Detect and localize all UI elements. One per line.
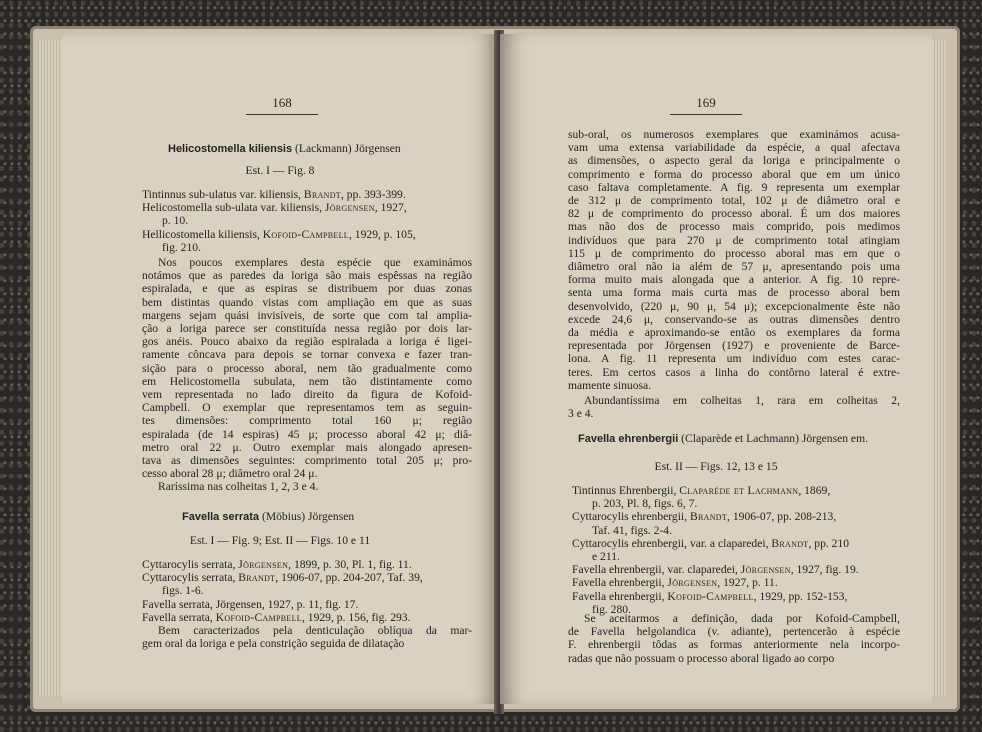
reference-text: , pp. 393-399. bbox=[341, 188, 406, 201]
text-line: sição para o processo aboral, nem tão gradualmente como bbox=[142, 361, 472, 375]
text-line: radas que não possuam o processo aboral ligado ao corpo bbox=[568, 651, 835, 665]
reference-text: , 1929, p. 105, bbox=[349, 227, 416, 241]
reference-text: Cyttarocylis ehrenbergii, bbox=[572, 510, 690, 524]
reference-author: Kofoid-Campbell bbox=[667, 589, 754, 603]
reference-entry bbox=[572, 537, 912, 550]
reference-author: Brandt bbox=[238, 571, 276, 585]
text-line: mamente sinuosa. bbox=[568, 378, 652, 392]
reference-list bbox=[142, 558, 472, 624]
reference-text: Cyttarocylis ehrenbergii, var. a claparedei, bbox=[572, 536, 772, 550]
reference-author: Brandt bbox=[771, 536, 809, 550]
reference-text: Favella ehrenbergii, bbox=[572, 576, 668, 590]
reference-author: Jörgensen bbox=[324, 201, 375, 215]
reference-author: Brandt bbox=[303, 188, 341, 201]
text-line: lona. A fig. 11 representa um indivíduo com estes carac- bbox=[568, 352, 900, 366]
reference-text: p. 10. bbox=[162, 214, 189, 228]
reference-entry bbox=[142, 558, 472, 571]
reference-text: , 1927, p. 11. bbox=[717, 576, 778, 590]
text-line: metro oral 22 μ. Outro exemplar mais alongado apresen- bbox=[142, 440, 472, 454]
reference-author: Claparède et Lachmann bbox=[679, 484, 799, 497]
text-line: gem oral da loriga e pela constrição seguida de dilatação bbox=[142, 637, 405, 651]
reference-entry bbox=[142, 228, 472, 241]
text-line: 3 e 4. bbox=[568, 407, 594, 421]
occurrence-note: Raríssima nas colheitas 1, 2, 3 e 4. bbox=[158, 480, 319, 493]
reference-text: Hellicostomella kiliensis, bbox=[142, 227, 263, 241]
species-name: Helicostomella kiliensis bbox=[168, 143, 293, 155]
reference-entry bbox=[572, 510, 912, 523]
text-line: Se aceitarmos a definição, dada por Kofoid-Campbell, bbox=[584, 612, 900, 625]
occurrence-note bbox=[568, 394, 900, 420]
body-paragraph bbox=[142, 624, 472, 650]
plate-reference: Est. II — Figs. 12, 13 e 15 bbox=[654, 460, 778, 473]
reference-author: Jörgensen bbox=[740, 563, 791, 577]
text-line: senta uma forma mais curta mas de processo aboral bem bbox=[568, 286, 900, 300]
text-line: de Favella helgolandica (v. adiante), pertencerão à espécie bbox=[568, 625, 900, 639]
reference-text: Tintinnus sub-ulatus var. kiliensis, bbox=[142, 188, 304, 201]
reference-list bbox=[142, 188, 472, 254]
page-number-rule bbox=[246, 114, 318, 115]
reference-entry bbox=[572, 550, 912, 563]
species-title bbox=[168, 142, 488, 156]
text-line: em Helicostomella subulata, nem tão distintamente como bbox=[142, 374, 472, 388]
text-line: as dimensões, o aspecto geral da loriga e principalmente o bbox=[568, 154, 900, 168]
reference-entry bbox=[572, 524, 912, 537]
reference-entry bbox=[572, 497, 912, 510]
species-name: Favella ehrenbergii bbox=[578, 433, 679, 445]
reference-text: e 211. bbox=[592, 550, 620, 564]
reference-entry bbox=[142, 214, 472, 227]
reference-text: fig. 210. bbox=[162, 240, 201, 254]
reference-entry bbox=[142, 598, 472, 611]
body-paragraph bbox=[142, 256, 472, 480]
body-paragraph bbox=[568, 612, 900, 665]
text-line: Bem caracterizados pela denticulação oblíqua da mar- bbox=[158, 624, 472, 637]
text-line: F. ehrenbergii tôdas as formas anteriormente nela incorpo- bbox=[568, 638, 900, 652]
reference-text: , 1906-07, pp. 208-213, bbox=[727, 510, 837, 524]
reference-entry bbox=[142, 584, 472, 597]
reference-text: Favella ehrenbergii, var. claparedei, bbox=[572, 563, 741, 577]
reference-entry bbox=[572, 590, 912, 603]
reference-text: , 1899, p. 30, Pl. 1, fig. 11. bbox=[288, 558, 412, 571]
reference-text: , 1906-07, pp. 204-207, Taf. 39, bbox=[275, 571, 423, 585]
text-line: Nos poucos exemplares desta espécie que examinámos bbox=[158, 256, 472, 269]
text-line: tes dimensões: comprimento total 160 μ; região bbox=[142, 414, 472, 428]
reference-list bbox=[572, 484, 912, 616]
species-title bbox=[182, 510, 482, 524]
text-line: Campbell. O exemplar que representamos tem as seguin- bbox=[142, 401, 472, 415]
reference-author: Jörgensen bbox=[667, 576, 718, 590]
text-line: caso faltava completamente. A fig. 9 representa um exemplar bbox=[568, 180, 900, 194]
reference-text: , 1929, pp. 152-153, bbox=[753, 589, 848, 603]
text-line: tava as dimensões seguintes: comprimento total 205 μ; pro- bbox=[142, 454, 472, 468]
text-line: 82 μ de comprimento do processo aboral. É um dos maiores bbox=[568, 207, 900, 221]
reference-text: Favella ehrenbergii, bbox=[572, 589, 668, 603]
species-name: Favella serrata bbox=[182, 511, 260, 523]
text-line: forma muito mais alongada que a anterior. A fig. 10 repre- bbox=[568, 273, 900, 287]
reference-text: , 1929, p. 156, fig. 293. bbox=[301, 610, 411, 624]
text-line: gos anéis. Pouco abaixo da região espiralada a loriga é ligei- bbox=[142, 335, 472, 349]
right-page bbox=[500, 34, 932, 704]
reference-text: Favella serrata, Jörgensen, 1927, p. 11, fig. 17. bbox=[142, 597, 359, 611]
reference-text: Cyttarocylis serrata, bbox=[142, 571, 239, 585]
text-line: ramente côncava para depois se tornar convexa e fazer tran- bbox=[142, 348, 472, 362]
reference-text: , 1927, fig. 19. bbox=[790, 563, 859, 577]
reference-text: Favella serrata, bbox=[142, 610, 216, 624]
text-line: notámos que as paredes da loriga são mais espêssas na região bbox=[142, 269, 472, 283]
body-paragraph bbox=[568, 128, 900, 392]
text-line: da média e aproximando-se então os exemplares da forma bbox=[568, 326, 900, 340]
page-edges-right bbox=[932, 40, 946, 696]
text-line: cesso aboral 28 μ; diâmetro oral 24 μ. bbox=[142, 467, 318, 481]
text-line: representada por Jörgensen (1927) e proveniente de Barce- bbox=[568, 339, 900, 353]
left-page bbox=[62, 34, 498, 704]
reference-author: Brandt bbox=[689, 510, 728, 524]
plate-reference: Est. I — Fig. 9; Est. II — Figs. 10 e 11 bbox=[189, 534, 371, 547]
text-line: indivíduos que para 270 μ de comprimento total atingiam bbox=[568, 233, 900, 247]
reference-entry bbox=[142, 611, 472, 624]
text-line: margens sejam quási invisíveis, de sorte que com tal amplia- bbox=[142, 308, 472, 322]
reference-entry bbox=[142, 201, 472, 214]
text-line: excede 24,6 μ, conservando-se as outras dimensões dentro bbox=[568, 312, 900, 326]
plate-reference: Est. I — Fig. 8 bbox=[245, 164, 315, 177]
text-line: desenvolvido, (220 μ, 90 μ, 54 μ); excepcionalmente êste não bbox=[568, 299, 900, 313]
reference-author: Jörgensen bbox=[238, 558, 289, 571]
page-edges-left bbox=[38, 40, 62, 696]
text-line: 115 μ de comprimento do processo aboral mas em que o bbox=[568, 246, 900, 260]
reference-text: fig. 280. bbox=[592, 602, 631, 616]
text-line: sub-oral, os numerosos exemplares que examinámos acusa- bbox=[568, 128, 900, 141]
reference-text: Helicostomella sub-ulata var. kiliensis, bbox=[142, 201, 325, 215]
text-line: diâmetro oral não ia além de 57 μ, apresentando pois uma bbox=[568, 260, 900, 274]
species-author: (Lackmann) Jörgensen bbox=[292, 142, 401, 155]
text-line: comprimento e forma do processo aboral que em um único bbox=[568, 167, 900, 181]
reference-text: p. 203, Pl. 8, figs. 6, 7. bbox=[592, 497, 698, 511]
reference-author: Kofoid-Campbell bbox=[262, 227, 349, 241]
page-number: 168 bbox=[272, 95, 292, 110]
text-line: de 312 μ de comprimento total, 102 μ de diâmetro oral e bbox=[568, 194, 900, 208]
reference-entry bbox=[142, 188, 472, 201]
reference-entry bbox=[572, 484, 912, 497]
species-author: (Claparède et Lachmann) Jörgensen em. bbox=[678, 432, 868, 445]
reference-text: Tintinnus Ehrenbergii, bbox=[572, 484, 680, 497]
text-line: bem distintas quando vistas com ampliação em que as suas bbox=[142, 295, 472, 309]
page-number-rule bbox=[670, 114, 742, 115]
reference-text: , 1927, bbox=[374, 201, 407, 215]
reference-entry bbox=[142, 241, 472, 254]
reference-text: Cyttarocylis serrata, bbox=[142, 558, 239, 571]
reference-text: figs. 1-6. bbox=[162, 584, 204, 598]
reference-entry bbox=[572, 576, 912, 589]
species-author: (Möbius) Jörgensen bbox=[259, 510, 355, 523]
reference-author: Kofoid-Campbell bbox=[215, 610, 302, 624]
reference-text: , 1869, bbox=[798, 484, 831, 497]
text-line: vam uma extensa variabilidade da espécie, a qual afectava bbox=[568, 141, 900, 155]
text-line: ção a loriga parece ser constituída nessa região por dois lar- bbox=[142, 322, 472, 336]
text-line: espiralada (de 14 espiras) 45 μ; processo aboral 42 μ; diâ- bbox=[142, 427, 472, 441]
page-number: 169 bbox=[696, 95, 716, 110]
reference-text: Taf. 41, figs. 2-4. bbox=[592, 523, 673, 537]
text-line: mas não dos de processo mais comprido, pois medimos bbox=[568, 220, 900, 234]
species-title bbox=[578, 432, 918, 446]
reference-text: , pp. 210 bbox=[808, 536, 850, 550]
reference-entry bbox=[572, 563, 912, 576]
text-line: Abundantíssima em colheitas 1, rara em colheitas 2, bbox=[584, 394, 900, 407]
text-line: teres. Em certos casos a linha do contôrno lateral é extre- bbox=[568, 365, 900, 379]
text-line: vem representada no lado direito da figura de Kofoid- bbox=[142, 388, 472, 402]
reference-entry bbox=[142, 571, 472, 584]
text-line: espiralada, e que as espiras se distribuem por duas zonas bbox=[142, 282, 472, 296]
